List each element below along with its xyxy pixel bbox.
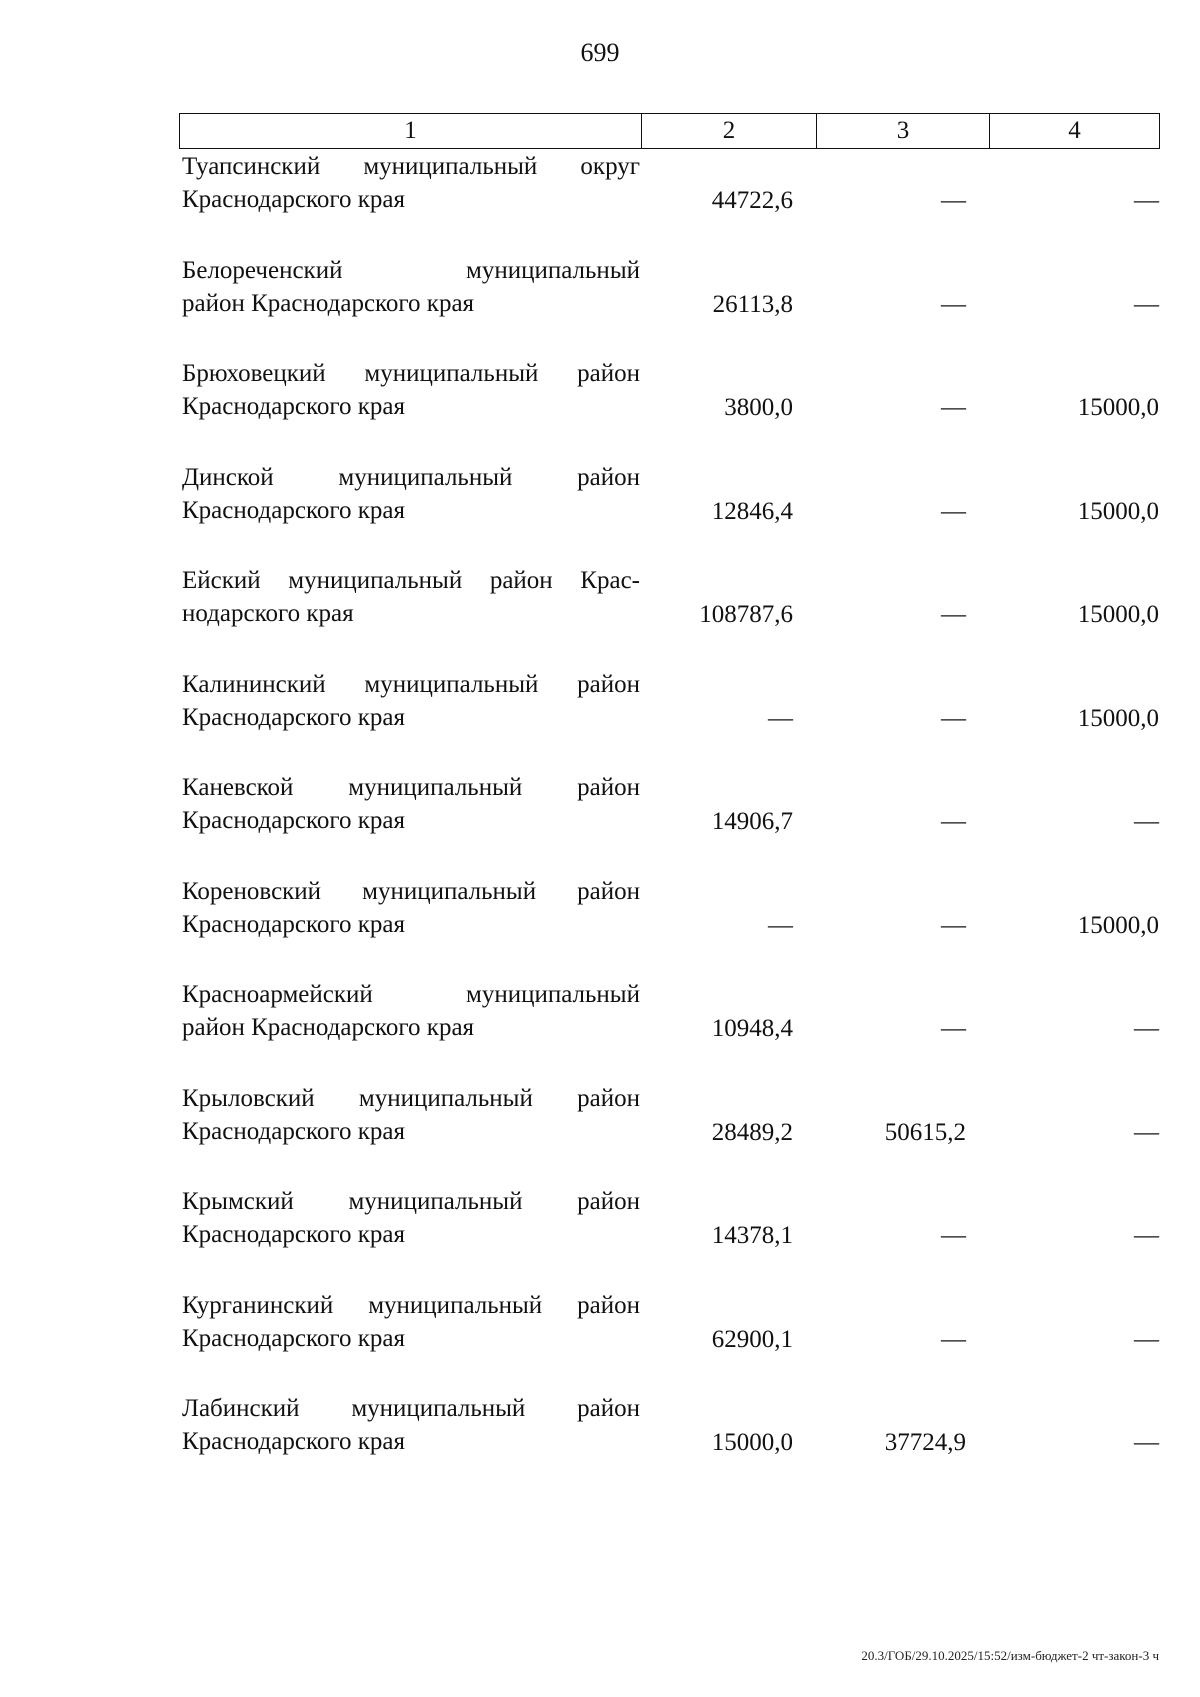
- district-name-line-1: Калининский муниципальный район: [182, 670, 640, 698]
- table-row: [179, 875, 1159, 979]
- value-col-4: —: [1134, 1325, 1159, 1353]
- value-col-4: —: [1134, 808, 1159, 835]
- value-col-3: —: [941, 808, 966, 835]
- value-col-2: 26113,8: [712, 290, 793, 318]
- district-name-line-1: Брюховецкий муниципальный район: [182, 360, 640, 387]
- district-name-line-2: Краснодарского края: [182, 393, 405, 420]
- value-col-3: —: [941, 601, 966, 628]
- value-col-4: 15000,0: [1077, 704, 1159, 732]
- value-col-4: —: [1134, 1429, 1159, 1456]
- value-col-3: —: [941, 187, 966, 214]
- value-col-2: 62900,1: [711, 1325, 793, 1353]
- value-col-4: —: [1134, 1015, 1159, 1042]
- value-col-4: 15000,0: [1077, 911, 1159, 939]
- district-name-line-2: Краснодарского края: [182, 910, 405, 938]
- document-footer-stamp: 20.3/ГОБ/29.10.2025/15:52/изм-бюджет-2 чт-закон-3 ч: [861, 1648, 1159, 1663]
- district-name: [182, 1185, 640, 1251]
- district-name-line-2: район Краснодарского края: [182, 289, 475, 317]
- district-name-line-2: нодарского края: [182, 600, 354, 627]
- district-name: [182, 461, 640, 527]
- district-name-line-2: Краснодарского края: [182, 1221, 405, 1248]
- value-col-2: 12846,4: [711, 497, 793, 525]
- district-name-line-1: Ейский муниципальный район Крас-: [182, 567, 640, 594]
- table-row: [179, 1289, 1159, 1393]
- value-col-4: —: [1134, 187, 1159, 214]
- value-col-2: 10948,4: [711, 1015, 793, 1042]
- district-name: [182, 1082, 640, 1148]
- value-col-3: —: [941, 497, 966, 525]
- table-body: [179, 150, 1159, 1496]
- district-name: [182, 1289, 640, 1355]
- table-row: [179, 564, 1159, 668]
- table-row: [179, 150, 1159, 254]
- district-name-line-1: Динской муниципальный район: [182, 463, 640, 491]
- table-row: [179, 978, 1159, 1082]
- value-col-2: 44722,6: [711, 187, 793, 214]
- district-name-line-2: Краснодарского края: [182, 186, 405, 213]
- value-col-3: —: [941, 394, 966, 421]
- value-col-3: —: [941, 1222, 966, 1249]
- district-name-line-2: район Краснодарского края: [182, 1014, 475, 1041]
- district-name-line-1: Каневской муниципальный район: [182, 774, 640, 801]
- district-name-line-2: Краснодарского края: [182, 1428, 405, 1455]
- district-name: [182, 150, 640, 216]
- district-name-line-1: Курганинский муниципальный район: [182, 1291, 640, 1319]
- value-col-2: 14378,1: [711, 1222, 793, 1249]
- value-col-3: 37724,9: [884, 1429, 966, 1456]
- district-name-line-2: Краснодарского края: [182, 1324, 405, 1352]
- table-header: [179, 113, 1160, 149]
- header-col-3: 3: [817, 114, 990, 149]
- district-name-line-1: Лабинский муниципальный район: [182, 1395, 640, 1422]
- value-col-3: —: [941, 290, 966, 318]
- district-name-line-2: Краснодарского края: [182, 807, 405, 834]
- value-col-2: 14906,7: [711, 808, 793, 835]
- district-name-line-1: Крымский муниципальный район: [182, 1188, 640, 1215]
- table-row: [179, 461, 1159, 565]
- district-name: [182, 771, 640, 837]
- value-col-4: 15000,0: [1077, 394, 1159, 421]
- value-col-2: 28489,2: [711, 1118, 793, 1146]
- value-col-2: 108787,6: [699, 601, 793, 628]
- district-name: [182, 254, 640, 320]
- table-row: [179, 1392, 1159, 1496]
- district-name: [182, 1392, 640, 1458]
- district-name-line-1: Красноармейский муниципальный: [182, 981, 640, 1008]
- value-col-2: —: [768, 704, 793, 732]
- district-name-line-1: Туапсинский муниципальный округ: [182, 153, 640, 180]
- table-row: [179, 1082, 1159, 1186]
- district-name: [182, 564, 640, 630]
- district-name: [182, 978, 640, 1044]
- value-col-2: 3800,0: [724, 394, 793, 421]
- district-name: [182, 668, 640, 734]
- value-col-4: —: [1134, 1118, 1159, 1146]
- district-name: [182, 875, 640, 941]
- table-row: [179, 357, 1159, 461]
- header-col-2: 2: [642, 114, 817, 149]
- value-col-3: —: [941, 1325, 966, 1353]
- district-name-line-1: Кореновский муниципальный район: [182, 877, 640, 905]
- header-col-1: 1: [180, 114, 642, 149]
- district-name-line-1: Белореченский муниципальный: [182, 256, 640, 284]
- value-col-4: —: [1134, 1222, 1159, 1249]
- district-name: [182, 357, 640, 423]
- header-col-4: 4: [990, 114, 1160, 149]
- district-name-line-2: Краснодарского края: [182, 703, 405, 731]
- value-col-4: 15000,0: [1077, 497, 1159, 525]
- page-number: 699: [580, 38, 620, 67]
- district-name-line-2: Краснодарского края: [182, 496, 405, 524]
- value-col-2: 15000,0: [711, 1429, 793, 1456]
- value-col-4: 15000,0: [1077, 601, 1159, 628]
- district-name-line-2: Краснодарского края: [182, 1117, 405, 1145]
- district-name-line-1: Крыловский муниципальный район: [182, 1084, 640, 1112]
- table-row: [179, 1185, 1159, 1289]
- value-col-3: —: [941, 704, 966, 732]
- value-col-2: —: [768, 911, 793, 939]
- value-col-3: —: [941, 1015, 966, 1042]
- value-col-3: 50615,2: [884, 1118, 966, 1146]
- value-col-4: —: [1134, 290, 1159, 318]
- table-row: [179, 254, 1159, 358]
- value-col-3: —: [941, 911, 966, 939]
- table-row: [179, 771, 1159, 875]
- table-row: [179, 668, 1159, 772]
